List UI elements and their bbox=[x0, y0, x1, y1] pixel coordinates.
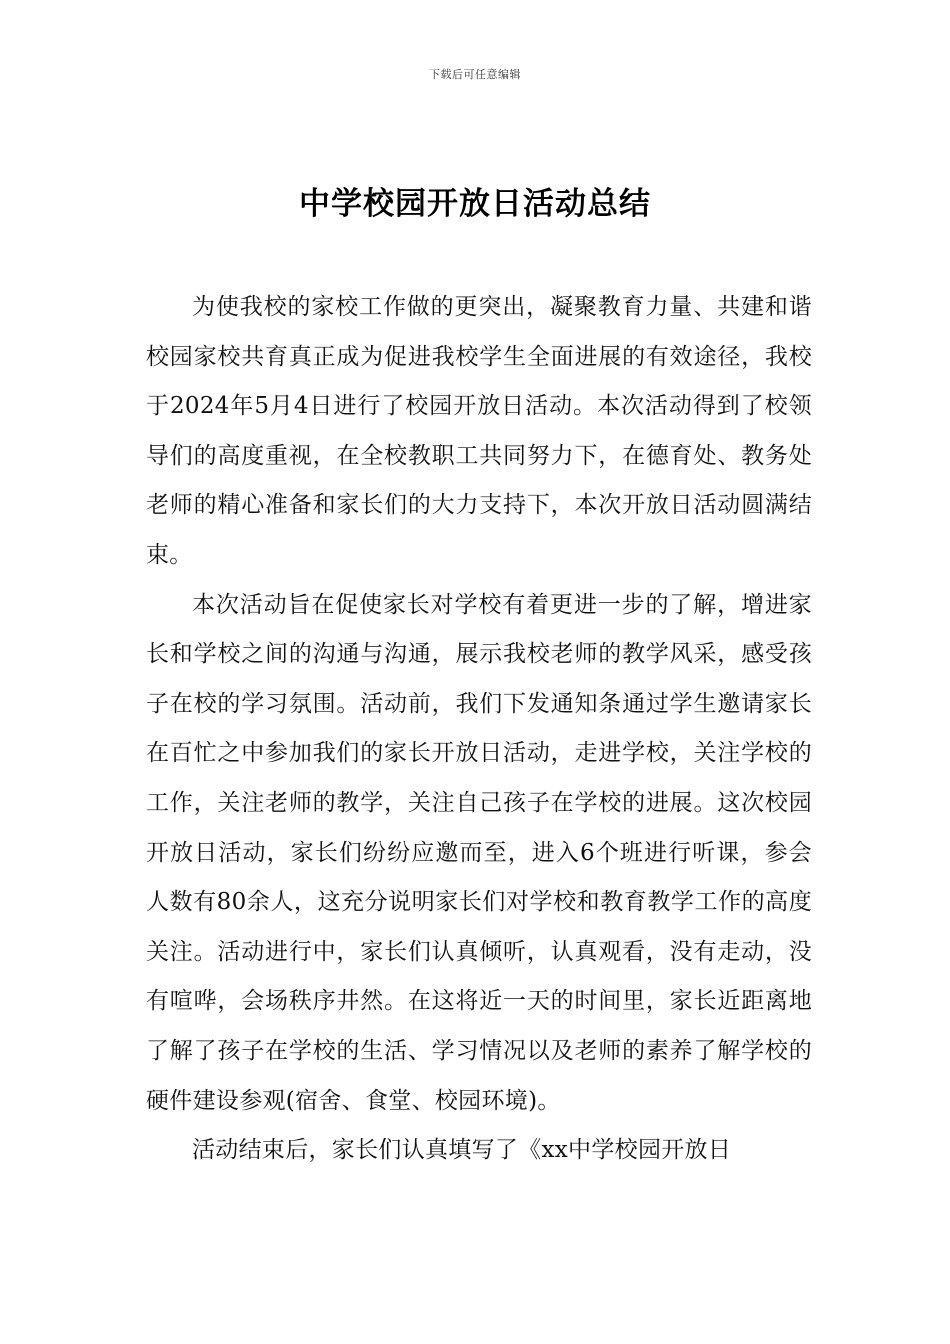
document-title: 中学校园开放日活动总结 bbox=[299, 186, 651, 222]
document-body bbox=[146, 283, 812, 1176]
paragraph-1: 为使我校的家校工作做的更突出，凝聚教育力量、共建和谐校园家校共育真正成为促进我校学生全面进展的有效途径，我校于2024年5月4日进行了校园开放日活动。本次活动得到了校领导们的高度重视，在全校教职工共同努力下，在德育处、教务处老师的精心准备和家长们的大力支持下，本次开放日活动圆满结束。 bbox=[146, 294, 812, 568]
paragraph-3: 活动结束后，家长们认真填写了《xx中学校园开放日 bbox=[192, 1137, 732, 1164]
paragraph-2: 本次活动旨在促使家长对学校有着更进一步的了解，增进家长和学校之间的沟通与沟通，展示我校老师的教学风采，感受孩子在校的学习氛围。活动前，我们下发通知条通过学生邀请家长在百忙之中参加我们的家长开放日活动，走进学校，关注学校的工作，关注老师的教学，关注自己孩子在学校的进展。这次校园开放日活动，家长们纷纷应邀而至，进入6个班进行听课，参会人数有80余人，这充分说明家长们对学校和教育教学工作的高度关注。活动进行中，家长们认真倾听，认真观看，没有走动，没有喧哗，会场秩序井然。在这将近一天的时间里，家长近距离地了解了孩子在学校的生活、学习情况以及老师的素养了解学校的硬件建设参观(宿舍、食堂、校园环境)。 bbox=[146, 591, 812, 1114]
header-note: 下载后可任意编辑 bbox=[429, 68, 521, 81]
